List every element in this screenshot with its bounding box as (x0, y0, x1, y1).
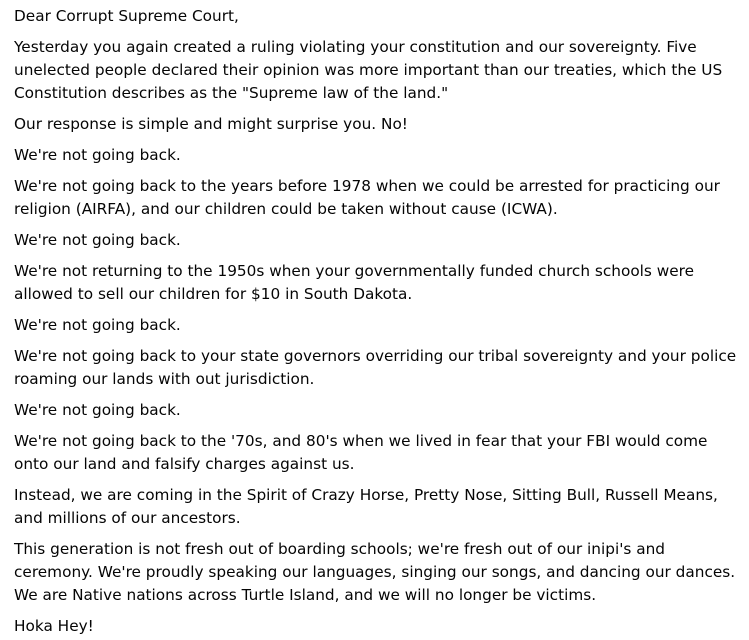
post-paragraph: We're not going back. (14, 316, 181, 334)
post-paragraph: Instead, we are coming in the Spirit of Crazy Horse, Pretty Nose, Sitting Bull, Russell Means, and millions of our ancestors. (14, 486, 718, 527)
post-paragraph: We're not going back. (14, 146, 181, 164)
post-greeting: Dear Corrupt Supreme Court, (14, 7, 239, 25)
post-paragraph: We're not going back to your state governors overriding our tribal sovereignty and your police roaming our lands with out jurisdiction. (14, 347, 737, 388)
post-paragraph: We're not going back. (14, 231, 181, 249)
post-paragraph: This generation is not fresh out of boarding schools; we're fresh out of our inipi's and ceremony. We're proudly speaking our languages, singing our songs, and dancing our dances. We are Native nations across Turtle Island, and we will no longer be victims. (14, 540, 736, 604)
post-paragraph: We're not going back. (14, 401, 181, 419)
post-paragraph: We're not returning to the 1950s when your governmentally funded church schools were allowed to sell our children for $10 in South Dakota. (14, 262, 695, 303)
post-paragraph: Yesterday you again created a ruling violating your constitution and our sovereignty. Five unelected people declared their opinion was more important than our treaties, which the US Constitution describes as the "Supreme law of the land." (14, 38, 723, 102)
post-paragraph: Our response is simple and might surprise you. No! (14, 115, 408, 133)
post-signoff: Hoka Hey! (14, 617, 94, 635)
post-paragraph: We're not going back to the years before 1978 when we could be arrested for practicing our religion (AIRFA), and our children could be taken without cause (ICWA). (14, 177, 720, 218)
post-paragraph: We're not going back to the '70s, and 80's when we lived in fear that your FBI would come onto our land and falsify charges against us. (14, 432, 708, 473)
post-body (14, 5, 746, 638)
